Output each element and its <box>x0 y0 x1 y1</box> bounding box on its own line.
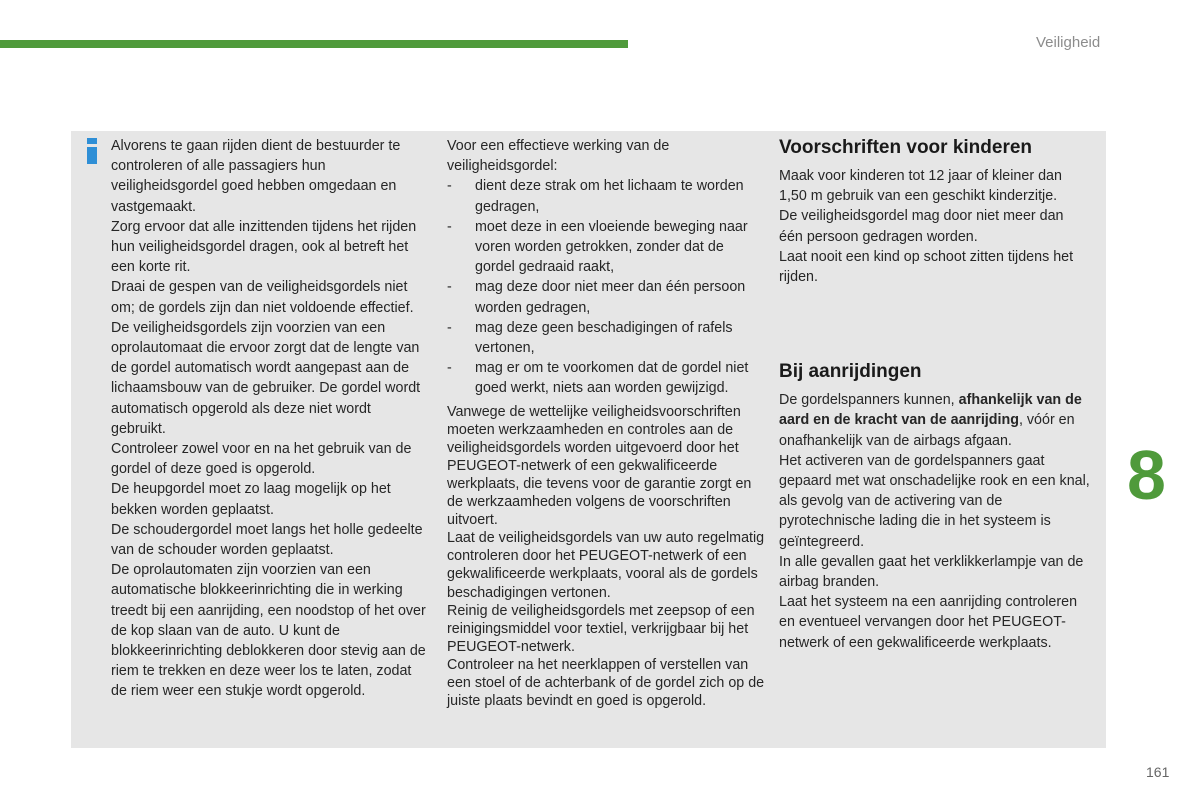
emphasis-text: afhankelijk van de aard en de kracht van de aanrijding <box>779 392 1082 429</box>
paragraph: Vanwege de wettelijke veiligheidsvoorschriften moeten werkzaamheden en controles aan de veiligheidsgordels worden uitgevoerd door het PEUGEOT-netwerk of een gekwalificeerde werkplaats, die tevens voor de garantie zorgt en de werkzaamheden volgens de voorschriften uitvoert. <box>447 403 752 529</box>
paragraph: Controleer na het neerklappen of verstellen van een stoel of de achterbank of de gordel zich op de juiste plaats bevindt en goed is opgerold. <box>447 656 765 710</box>
requirements-list <box>447 176 765 398</box>
paragraph: De heupgordel moet zo laag mogelijk op het bekken worden geplaatst. <box>111 481 391 518</box>
header-accent-bar <box>0 40 628 48</box>
paragraph: De oprolautomaten zijn voorzien van een automatische blokkeerinrichting die in werking treedt bij een aanrijding, een noodstop of het over de kop slaan van de auto. U kunt de blokkeerinrichting deblokkeren door stevig aan de riem te trekken en deze weer los te laten, zodat de riem weer een stukje wordt opgerold. <box>111 562 426 700</box>
paragraph: Reinig de veiligheidsgordels met zeepsop of een reinigingsmiddel voor textiel, verkrijgbaar bij het PEUGEOT-netwerk. <box>447 602 755 655</box>
text-run: , vóór en onafhankelijk van de airbags afgaan. <box>779 412 1075 449</box>
paragraph: Controleer zowel voor en na het gebruik van de gordel of deze goed is opgerold. <box>111 441 412 478</box>
list-item: - dient deze strak om het lichaam te worden gedragen, <box>447 176 765 216</box>
paragraph: Laat nooit een kind op schoot zitten tijdens het rijden. <box>779 248 1074 286</box>
paragraph: Alvorens te gaan rijden dient de bestuurder te controleren of alle passagiers hun veiligheidsgordel goed hebben omgedaan en vastgemaakt. <box>111 138 401 215</box>
info-icon <box>86 138 98 164</box>
page-number: 161 <box>1146 764 1170 780</box>
list-item: - mag deze door niet meer dan één persoon worden gedragen, <box>447 277 765 317</box>
list-item: - mag er om te voorkomen dat de gordel niet goed werkt, niets aan worden gewijzigd. <box>447 358 765 398</box>
paragraph: Het activeren van de gordelspanners gaat gepaard met wat onschadelijke rook en een knal, als gevolg van de activering van de pyrotechnische lading die in het systeem is geïntegreerd. <box>779 452 1090 550</box>
text-run: De gordelspanners kunnen, <box>779 392 959 409</box>
section-title: Veiligheid <box>1036 34 1101 51</box>
list-intro: Voor een effectieve werking van de veiligheidsgordel: <box>447 138 670 175</box>
paragraph: In alle gevallen gaat het verklikkerlampje van de airbag branden. <box>779 553 1084 591</box>
column-effective-use <box>447 136 765 710</box>
list-item: - moet deze in een vloeiende beweging naar voren worden getrokken, zonder dat de gordel gedraaid raakt, <box>447 217 765 278</box>
heading-children: Voorschriften voor kinderen <box>779 137 1033 158</box>
paragraph: De schoudergordel moet langs het holle gedeelte van de schouder worden geplaatst. <box>111 521 423 559</box>
paragraph: De veiligheidsgordels zijn voorzien van een oprolautomaat die ervoor zorgt dat de lengte van de gordel automatisch wordt aangepast aan de lichaamsbouw van de gebruiker. De gordel wordt automatisch opgerold als deze niet wordt gebruikt. <box>111 319 421 437</box>
paragraph: Maak voor kinderen tot 12 jaar of kleiner dan 1,50 m gebruik van een geschikt kinderzitje. <box>779 168 1062 205</box>
paragraph: Laat het systeem na een aanrijding controleren en eventueel vervangen door het PEUGEOT-netwerk of een gekwalificeerde werkplaats. <box>779 594 1078 651</box>
list-item: - mag deze geen beschadigingen of rafels vertonen, <box>447 318 765 358</box>
paragraph: De veiligheidsgordel mag door niet meer dan één persoon gedragen worden. <box>779 208 1064 245</box>
paragraph: Laat de veiligheidsgordels van uw auto regelmatig controleren door het PEUGEOT-netwerk of een gekwalificeerde werkplaats, vooral als de gordels beschadigingen vertonen. <box>447 530 765 601</box>
paragraph: Zorg ervoor dat alle inzittenden tijdens het rijden hun veiligheidsgordel dragen, ook al betreft het een korte rit. <box>111 218 417 276</box>
paragraph <box>779 390 1091 451</box>
maintenance-paragraphs <box>447 403 765 711</box>
paragraph: Draai de gespen van de veiligheidsgordels niet om; de gordels zijn dan niet voldoende effectief. <box>111 279 414 316</box>
chapter-number: 8 <box>1127 436 1166 514</box>
heading-collisions: Bij aanrijdingen <box>779 361 922 383</box>
column-children-and-collisions <box>779 136 1091 653</box>
column-safety-belt-instructions <box>111 136 429 702</box>
